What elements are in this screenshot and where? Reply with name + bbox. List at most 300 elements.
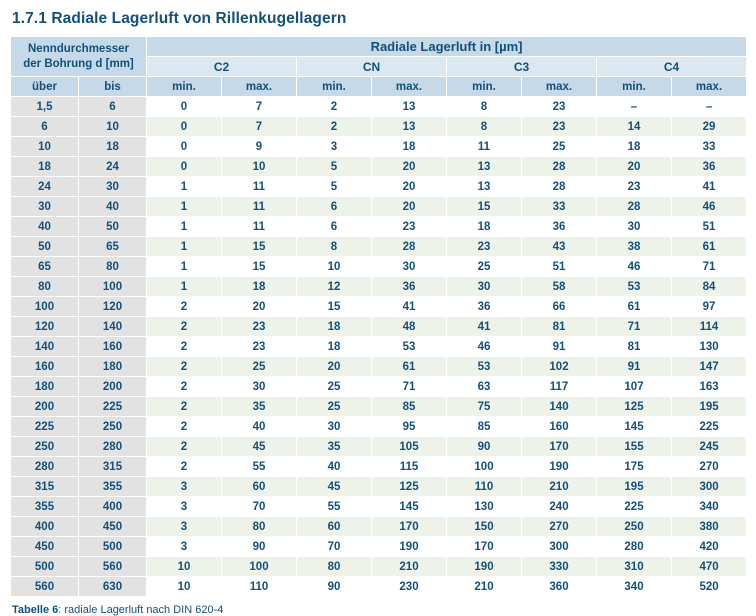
bearing-clearance-table: [10, 36, 747, 597]
subheader-c2-max: max.: [222, 77, 297, 97]
cell-c4-max: 470: [672, 557, 747, 577]
cell-c2-min: 3: [147, 517, 222, 537]
cell-c4-min: 125: [597, 397, 672, 417]
cell-c4-max: 195: [672, 397, 747, 417]
cell-c3-max: 170: [522, 437, 597, 457]
cell-bore-bis: 140: [79, 317, 147, 337]
cell-cn-max: 20: [372, 157, 447, 177]
table-row: [11, 257, 747, 277]
cell-c2-min: 2: [147, 377, 222, 397]
cell-c3-max: 25: [522, 137, 597, 157]
subheader-ueber: über: [11, 77, 79, 97]
cell-cn-max: 13: [372, 117, 447, 137]
cell-bore-ueber: 400: [11, 517, 79, 537]
cell-c3-max: 102: [522, 357, 597, 377]
cell-c4-min: 18: [597, 137, 672, 157]
cell-cn-max: 145: [372, 497, 447, 517]
cell-cn-max: 53: [372, 337, 447, 357]
cell-bore-bis: 560: [79, 557, 147, 577]
cell-bore-ueber: 100: [11, 297, 79, 317]
table-row: [11, 557, 747, 577]
cell-bore-ueber: 450: [11, 537, 79, 557]
cell-cn-min: 70: [297, 537, 372, 557]
cell-bore-ueber: 200: [11, 397, 79, 417]
table-row: [11, 97, 747, 117]
cell-cn-max: 95: [372, 417, 447, 437]
cell-bore-bis: 24: [79, 157, 147, 177]
table-row: [11, 277, 747, 297]
cell-c3-max: 28: [522, 157, 597, 177]
table-row: [11, 537, 747, 557]
table-row: [11, 237, 747, 257]
table-row: [11, 157, 747, 177]
table-row: [11, 317, 747, 337]
cell-cn-min: 8: [297, 237, 372, 257]
cell-c2-min: 10: [147, 557, 222, 577]
cell-bore-ueber: 24: [11, 177, 79, 197]
table-row: [11, 177, 747, 197]
cell-cn-min: 18: [297, 337, 372, 357]
cell-c2-min: 0: [147, 157, 222, 177]
bore-diameter-header-line1: Nenndurchmesser: [28, 43, 129, 56]
table-row: [11, 517, 747, 537]
cell-bore-bis: 280: [79, 437, 147, 457]
cell-cn-max: 61: [372, 357, 447, 377]
cell-c2-max: 18: [222, 277, 297, 297]
cell-bore-bis: 80: [79, 257, 147, 277]
cell-c2-max: 15: [222, 237, 297, 257]
cell-c2-min: 2: [147, 437, 222, 457]
cell-bore-bis: 355: [79, 477, 147, 497]
cell-c3-max: 33: [522, 197, 597, 217]
cell-c3-max: 28: [522, 177, 597, 197]
table-row: [11, 377, 747, 397]
cell-c4-max: 36: [672, 157, 747, 177]
table-row: [11, 457, 747, 477]
cell-bore-bis: 450: [79, 517, 147, 537]
cell-c4-min: –: [597, 97, 672, 117]
cell-bore-ueber: 280: [11, 457, 79, 477]
cell-c2-max: 11: [222, 177, 297, 197]
cell-c2-min: 0: [147, 97, 222, 117]
table-row: [11, 337, 747, 357]
cell-c3-min: 8: [447, 97, 522, 117]
cell-bore-bis: 315: [79, 457, 147, 477]
table-row: [11, 397, 747, 417]
cell-c4-max: 147: [672, 357, 747, 377]
cell-cn-min: 2: [297, 97, 372, 117]
subheader-c3-max: max.: [522, 77, 597, 97]
cell-c3-min: 110: [447, 477, 522, 497]
cell-cn-min: 2: [297, 117, 372, 137]
cell-c3-max: 160: [522, 417, 597, 437]
table-row: [11, 297, 747, 317]
cell-c4-max: 29: [672, 117, 747, 137]
table-row: [11, 477, 747, 497]
cell-bore-bis: 120: [79, 297, 147, 317]
cell-c2-max: 23: [222, 317, 297, 337]
cell-c4-max: 245: [672, 437, 747, 457]
table-caption: [12, 604, 746, 616]
class-header-cn: CN: [297, 57, 447, 77]
cell-c4-min: 28: [597, 197, 672, 217]
cell-cn-max: 105: [372, 437, 447, 457]
cell-c3-max: 81: [522, 317, 597, 337]
cell-cn-max: 125: [372, 477, 447, 497]
cell-c3-min: 90: [447, 437, 522, 457]
cell-c4-min: 38: [597, 237, 672, 257]
cell-c4-min: 23: [597, 177, 672, 197]
cell-c4-max: 340: [672, 497, 747, 517]
cell-cn-min: 40: [297, 457, 372, 477]
cell-c2-min: 2: [147, 317, 222, 337]
cell-bore-bis: 400: [79, 497, 147, 517]
cell-bore-ueber: 30: [11, 197, 79, 217]
cell-cn-max: 48: [372, 317, 447, 337]
cell-cn-min: 25: [297, 377, 372, 397]
bore-diameter-header: [11, 37, 147, 77]
cell-bore-bis: 50: [79, 217, 147, 237]
cell-c3-max: 240: [522, 497, 597, 517]
cell-cn-max: 210: [372, 557, 447, 577]
cell-cn-min: 80: [297, 557, 372, 577]
cell-c4-min: 155: [597, 437, 672, 457]
cell-c3-min: 18: [447, 217, 522, 237]
cell-c3-min: 75: [447, 397, 522, 417]
cell-bore-ueber: 140: [11, 337, 79, 357]
cell-c2-max: 45: [222, 437, 297, 457]
cell-c4-max: 300: [672, 477, 747, 497]
cell-c2-max: 11: [222, 217, 297, 237]
cell-bore-ueber: 40: [11, 217, 79, 237]
cell-cn-min: 18: [297, 317, 372, 337]
cell-cn-max: 13: [372, 97, 447, 117]
cell-c2-max: 11: [222, 197, 297, 217]
cell-c2-max: 9: [222, 137, 297, 157]
subheader-c4-max: max.: [672, 77, 747, 97]
cell-cn-min: 35: [297, 437, 372, 457]
caption-text: : radiale Lagerluft nach DIN 620-4: [58, 604, 224, 616]
cell-cn-min: 60: [297, 517, 372, 537]
cell-bore-ueber: 250: [11, 437, 79, 457]
cell-bore-ueber: 6: [11, 117, 79, 137]
cell-c3-min: 46: [447, 337, 522, 357]
cell-bore-bis: 100: [79, 277, 147, 297]
cell-c3-min: 170: [447, 537, 522, 557]
page-title: 1.7.1 Radiale Lagerluft von Rillenkugellagern: [12, 10, 347, 27]
cell-c2-max: 23: [222, 337, 297, 357]
cell-bore-bis: 160: [79, 337, 147, 357]
cell-cn-max: 20: [372, 177, 447, 197]
cell-c4-max: 114: [672, 317, 747, 337]
clearance-title-header: Radiale Lagerluft in [µm]: [147, 37, 747, 57]
cell-bore-ueber: 355: [11, 497, 79, 517]
cell-bore-bis: 630: [79, 577, 147, 597]
cell-c2-max: 55: [222, 457, 297, 477]
cell-c2-min: 1: [147, 177, 222, 197]
cell-c3-max: 43: [522, 237, 597, 257]
cell-c3-max: 117: [522, 377, 597, 397]
cell-c3-max: 51: [522, 257, 597, 277]
cell-cn-min: 5: [297, 177, 372, 197]
cell-c4-min: 310: [597, 557, 672, 577]
cell-cn-max: 20: [372, 197, 447, 217]
cell-c2-max: 7: [222, 97, 297, 117]
cell-c3-min: 53: [447, 357, 522, 377]
cell-c3-max: 36: [522, 217, 597, 237]
table-body: [11, 97, 747, 597]
cell-c2-max: 100: [222, 557, 297, 577]
cell-c4-max: 520: [672, 577, 747, 597]
cell-c4-min: 30: [597, 217, 672, 237]
cell-c2-min: 0: [147, 117, 222, 137]
cell-c2-max: 30: [222, 377, 297, 397]
cell-c3-max: 360: [522, 577, 597, 597]
caption-label: Tabelle 6: [12, 604, 59, 616]
cell-c4-min: 14: [597, 117, 672, 137]
cell-bore-ueber: 80: [11, 277, 79, 297]
cell-bore-bis: 18: [79, 137, 147, 157]
cell-c3-min: 210: [447, 577, 522, 597]
cell-bore-bis: 30: [79, 177, 147, 197]
cell-c4-min: 340: [597, 577, 672, 597]
bore-diameter-header-line2: der Bohrung d [mm]: [23, 57, 134, 70]
cell-c2-min: 1: [147, 277, 222, 297]
cell-c4-max: 270: [672, 457, 747, 477]
cell-c2-max: 25: [222, 357, 297, 377]
cell-cn-min: 5: [297, 157, 372, 177]
table-row: [11, 197, 747, 217]
cell-cn-max: 41: [372, 297, 447, 317]
cell-c3-min: 13: [447, 177, 522, 197]
cell-c4-max: 51: [672, 217, 747, 237]
cell-c4-min: 61: [597, 297, 672, 317]
cell-c2-min: 1: [147, 197, 222, 217]
cell-c3-max: 23: [522, 97, 597, 117]
cell-cn-max: 71: [372, 377, 447, 397]
cell-c4-min: 71: [597, 317, 672, 337]
cell-c4-max: 33: [672, 137, 747, 157]
cell-c3-max: 270: [522, 517, 597, 537]
cell-c4-max: 225: [672, 417, 747, 437]
cell-c4-max: 84: [672, 277, 747, 297]
cell-c2-max: 70: [222, 497, 297, 517]
cell-cn-max: 30: [372, 257, 447, 277]
cell-c4-min: 46: [597, 257, 672, 277]
cell-cn-min: 25: [297, 397, 372, 417]
cell-c2-max: 40: [222, 417, 297, 437]
cell-bore-ueber: 225: [11, 417, 79, 437]
cell-cn-min: 6: [297, 197, 372, 217]
cell-c2-max: 10: [222, 157, 297, 177]
cell-c4-max: 46: [672, 197, 747, 217]
cell-c2-min: 3: [147, 537, 222, 557]
subheader-cn-min: min.: [297, 77, 372, 97]
cell-c2-max: 90: [222, 537, 297, 557]
cell-cn-min: 15: [297, 297, 372, 317]
class-header-c3: C3: [447, 57, 597, 77]
cell-c3-min: 130: [447, 497, 522, 517]
cell-c4-max: 61: [672, 237, 747, 257]
cell-bore-ueber: 120: [11, 317, 79, 337]
subheader-cn-max: max.: [372, 77, 447, 97]
cell-cn-max: 85: [372, 397, 447, 417]
cell-c3-min: 190: [447, 557, 522, 577]
cell-c3-min: 63: [447, 377, 522, 397]
cell-cn-max: 18: [372, 137, 447, 157]
cell-bore-bis: 250: [79, 417, 147, 437]
cell-c3-max: 66: [522, 297, 597, 317]
cell-c2-max: 110: [222, 577, 297, 597]
cell-bore-ueber: 65: [11, 257, 79, 277]
cell-c4-max: 420: [672, 537, 747, 557]
cell-c3-min: 25: [447, 257, 522, 277]
table-header: [11, 37, 747, 97]
cell-c4-min: 195: [597, 477, 672, 497]
cell-c2-min: 0: [147, 137, 222, 157]
cell-cn-min: 3: [297, 137, 372, 157]
cell-c4-min: 81: [597, 337, 672, 357]
cell-bore-bis: 180: [79, 357, 147, 377]
cell-c2-min: 1: [147, 237, 222, 257]
cell-bore-bis: 200: [79, 377, 147, 397]
cell-cn-min: 6: [297, 217, 372, 237]
cell-c4-min: 175: [597, 457, 672, 477]
cell-c3-min: 41: [447, 317, 522, 337]
cell-c3-min: 150: [447, 517, 522, 537]
class-header-c2: C2: [147, 57, 297, 77]
cell-c4-min: 250: [597, 517, 672, 537]
cell-c3-max: 190: [522, 457, 597, 477]
table-row: [11, 437, 747, 457]
cell-c3-max: 210: [522, 477, 597, 497]
cell-c2-min: 10: [147, 577, 222, 597]
cell-c4-max: 71: [672, 257, 747, 277]
cell-bore-ueber: 315: [11, 477, 79, 497]
cell-bore-bis: 6: [79, 97, 147, 117]
cell-c2-max: 80: [222, 517, 297, 537]
table-row: [11, 357, 747, 377]
cell-bore-ueber: 50: [11, 237, 79, 257]
cell-cn-min: 90: [297, 577, 372, 597]
cell-c4-max: –: [672, 97, 747, 117]
cell-c3-min: 100: [447, 457, 522, 477]
cell-c2-max: 7: [222, 117, 297, 137]
subheader-c2-min: min.: [147, 77, 222, 97]
cell-bore-bis: 500: [79, 537, 147, 557]
cell-c2-max: 20: [222, 297, 297, 317]
cell-c2-min: 2: [147, 297, 222, 317]
cell-c3-max: 140: [522, 397, 597, 417]
cell-c3-min: 15: [447, 197, 522, 217]
cell-c3-min: 85: [447, 417, 522, 437]
cell-c2-min: 2: [147, 337, 222, 357]
cell-bore-ueber: 160: [11, 357, 79, 377]
cell-c4-max: 97: [672, 297, 747, 317]
cell-cn-max: 23: [372, 217, 447, 237]
cell-c4-min: 225: [597, 497, 672, 517]
cell-c2-min: 1: [147, 217, 222, 237]
table-row: [11, 117, 747, 137]
cell-cn-max: 115: [372, 457, 447, 477]
cell-c4-max: 163: [672, 377, 747, 397]
cell-bore-bis: 225: [79, 397, 147, 417]
class-header-c4: C4: [597, 57, 747, 77]
cell-c3-min: 13: [447, 157, 522, 177]
cell-cn-min: 20: [297, 357, 372, 377]
cell-c2-min: 2: [147, 397, 222, 417]
cell-c4-max: 380: [672, 517, 747, 537]
cell-c4-min: 91: [597, 357, 672, 377]
cell-bore-ueber: 18: [11, 157, 79, 177]
cell-c2-min: 2: [147, 357, 222, 377]
cell-bore-bis: 10: [79, 117, 147, 137]
cell-c3-max: 91: [522, 337, 597, 357]
cell-cn-max: 230: [372, 577, 447, 597]
cell-c2-min: 3: [147, 477, 222, 497]
table-row: [11, 497, 747, 517]
table-row: [11, 417, 747, 437]
cell-bore-bis: 40: [79, 197, 147, 217]
subheader-bis: bis: [79, 77, 147, 97]
cell-c4-min: 145: [597, 417, 672, 437]
cell-c3-max: 58: [522, 277, 597, 297]
cell-cn-min: 55: [297, 497, 372, 517]
cell-bore-bis: 65: [79, 237, 147, 257]
cell-c3-min: 36: [447, 297, 522, 317]
cell-bore-ueber: 1,5: [11, 97, 79, 117]
cell-c3-min: 23: [447, 237, 522, 257]
cell-bore-ueber: 560: [11, 577, 79, 597]
cell-c4-max: 41: [672, 177, 747, 197]
cell-c2-max: 35: [222, 397, 297, 417]
cell-c3-max: 23: [522, 117, 597, 137]
cell-c4-min: 107: [597, 377, 672, 397]
cell-c4-min: 280: [597, 537, 672, 557]
cell-cn-min: 30: [297, 417, 372, 437]
cell-bore-ueber: 500: [11, 557, 79, 577]
table-row: [11, 217, 747, 237]
cell-c4-max: 130: [672, 337, 747, 357]
subheader-c4-min: min.: [597, 77, 672, 97]
cell-cn-max: 28: [372, 237, 447, 257]
cell-cn-max: 170: [372, 517, 447, 537]
cell-cn-min: 45: [297, 477, 372, 497]
cell-cn-min: 10: [297, 257, 372, 277]
cell-c3-min: 30: [447, 277, 522, 297]
cell-c3-min: 11: [447, 137, 522, 157]
table-row: [11, 577, 747, 597]
cell-c2-min: 3: [147, 497, 222, 517]
cell-c2-max: 60: [222, 477, 297, 497]
subheader-c3-min: min.: [447, 77, 522, 97]
cell-c4-min: 20: [597, 157, 672, 177]
cell-cn-max: 190: [372, 537, 447, 557]
cell-c2-min: 2: [147, 417, 222, 437]
cell-c2-min: 1: [147, 257, 222, 277]
cell-cn-max: 36: [372, 277, 447, 297]
cell-c2-min: 2: [147, 457, 222, 477]
cell-c3-max: 300: [522, 537, 597, 557]
cell-c4-min: 53: [597, 277, 672, 297]
cell-bore-ueber: 180: [11, 377, 79, 397]
cell-c2-max: 15: [222, 257, 297, 277]
cell-bore-ueber: 10: [11, 137, 79, 157]
cell-cn-min: 12: [297, 277, 372, 297]
cell-c3-max: 330: [522, 557, 597, 577]
table-row: [11, 137, 747, 157]
cell-c3-min: 8: [447, 117, 522, 137]
